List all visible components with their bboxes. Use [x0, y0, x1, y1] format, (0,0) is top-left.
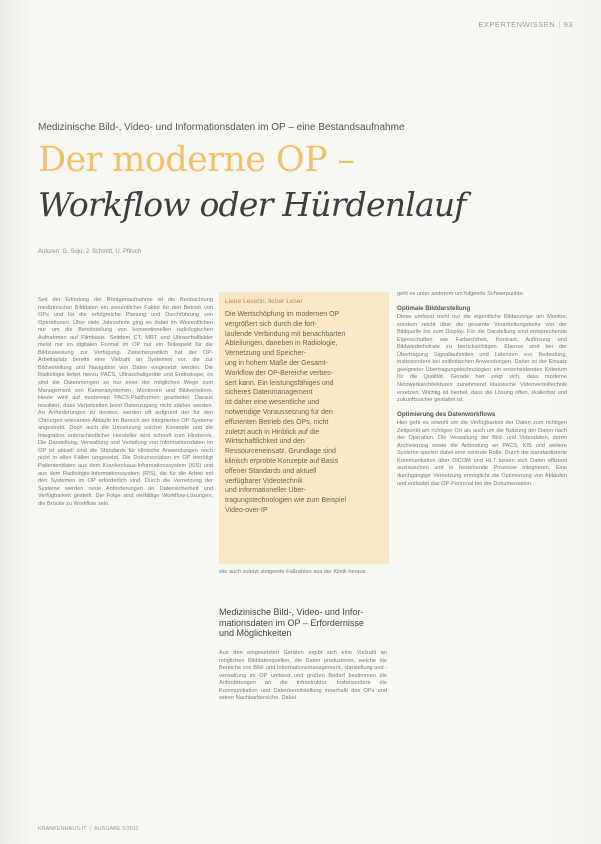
intro-callout-box [219, 292, 389, 564]
callout-line: Die Wertschöpfung im modernen OP [225, 311, 340, 318]
callout-line: vergrößert sich durch die fort- [225, 320, 317, 328]
callout-line: und informationeller Über- [225, 487, 306, 495]
callout-line: Vernetzung und Speicher- [225, 350, 306, 358]
callout-line: effizienten Betrieb des OPs, nicht [225, 418, 329, 426]
header-separator: | [558, 20, 561, 29]
footer-issue: AUSGABE 5/2011 [94, 826, 139, 832]
footer-publication: KRANKENHAUS-IT [38, 826, 87, 832]
callout-line: Video-over-IP [225, 506, 268, 514]
column-subheading: Optimierung des Datenworkflows [397, 410, 496, 418]
callout-text [225, 310, 383, 516]
callout-line: Wirtschaftlichkeit und den [225, 438, 305, 446]
article-title-line1: Der moderne OP – [38, 140, 355, 180]
callout-line: Workflow der OP-Bereiche verbes- [225, 369, 334, 377]
article-title-line2: Workflow oder Hürdenlauf [38, 185, 466, 224]
callout-line: sert kann. Ein leistungsfähiges und [225, 379, 334, 387]
callout-line: verfügbarer Videotechnik [225, 477, 303, 485]
subheading-line: und Möglichkeiten [219, 628, 292, 638]
callout-heading: Liebe Leserin, lieber Leser [225, 298, 303, 305]
subheading-line: mationsdaten im OP – Erfordernisse [219, 617, 364, 628]
callout-line: notwendige Voraussetzung für den [225, 408, 333, 416]
callout-line: tragungstechnologien wie zum Beispiel [225, 497, 347, 505]
section-label: EXPERTENWISSEN [478, 20, 556, 29]
body-column-3 [397, 291, 567, 814]
callout-line: klinisch erprobte Konzepte auf Basis [225, 457, 339, 465]
page-footer [38, 826, 139, 832]
body-paragraph: Hier geht es sowohl um die Verfügbarkeit der Daten zum richtigen Zeitpunkt am richtigen Ort als auch um die Nutzung der Daten nach der Operation. Die Verwaltung der Bild- und Videodaten, deren Archivierung sowie die Anbindung an PACS, KIS und weitere Systeme spielen dabei eine zentrale Rolle. Durch die standardisierte Kommunikation über DICOM und HL7 lassen sich Daten effizient austauschen und in bestehende Prozesse integrieren. Eine durchgängige Vernetzung ermöglicht die Optimierung von Abläufen und entlastet das OP-Personal bei der Dokumentation. [397, 420, 567, 487]
body-column-1 [38, 297, 213, 810]
callout-line: sicheres Datenmanagement [225, 389, 313, 397]
callout-line: offener Standards und aktuell [225, 467, 317, 475]
body-paragraph: Aus den eingesetzten Geräten ergibt sich eine Vielzahl an möglichen Bilddatenquellen, die Daten produzieren, welche die Bereiche von Bild- und Informationsmanagement, -darstellung und -verwaltung im OP umfasst und großen Bedarf bestimmen die Anforderungen an die Infrastruktur. Insbesondere die Kommunikation und Datenbereitstellung innerhalb des OPs und seiner Nachbarbereiche. Dabei [219, 650, 387, 702]
callout-line: laufende Verbindung mit benachbarten [225, 330, 346, 338]
footer-separator: | [89, 826, 92, 832]
subheading-line: Medizinische Bild-, Video- und Infor- [219, 607, 364, 617]
callout-line: zuletzt auch in Hinblick auf die [225, 428, 320, 436]
running-header [478, 20, 573, 29]
body-paragraph: Diese umfasst nicht nur die eigentliche Bildanzeige am Monitor, sondern reicht über die gesamte Verarbeitungskette von der Bildquelle bis zum Display. Für die Darstellung sind entsprechende Eigenschaften wie Farbechtheit, Kontrast, Auflösung und Bildwiederholrate zu berücksichtigen. Ebenso sind bei der Übertragung Signallaufzeiten und Latenzen von Bedeutung, insbesondere bei zeitkritischen Anwendungen. Daher ist der Einsatz geeigneter Übertragungstechnologien ein entscheidendes Kriterium für die Qualität. Gerade hier zeigt sich, dass moderne Netzwerkarchitekturen zunehmend klassische Videoverteiltechnik ersetzen. Wichtig ist hierbei, dass die Lösung offen, skalierbar und zukunftssicher gestaltet ist. [397, 314, 567, 404]
callout-line: ist daher eine wesentliche und [225, 399, 320, 407]
column-2-lead-text: wie auch zuletzt steigende Fallzahlen aus der Klinik heraus. [219, 569, 368, 575]
callout-line: Abteilungen, daneben in Radiologie, [225, 340, 338, 348]
article-kicker: Medizinische Bild-, Video- und Informationsdaten im OP – eine Bestandsaufnahme [38, 122, 405, 133]
body-column-2 [219, 650, 387, 814]
callout-line: Ressourceneinsatz. Grundlage sind [225, 448, 336, 456]
column-subheading: Optimale Bilddarstellung [397, 304, 471, 312]
body-paragraph: Seit der Erfindung der Röntgenaufnahme ist die Beobachtung medizinischer Bilddaten ein wesentlicher Faktor für den Betrieb von OPs und für die erfolgreiche Planung und Durchführung von Operationen. Über viele Jahrzehnte ging es dabei im Wesentlichen nur um die Bereitstellung von konventionellen radiologischen Aufnahmen auf Filmbasis. Seitdem CT, MRT und Ultraschallbilder meist nur im digitalen Format im OP nur ein Teilaspekt für die Bildzuweisung zur Verfügung. Zwischenzeitlich hat der OP-Arbeitsplatz bereits eine Vielzahl an Systemen vor, die zur Bildverteilung und Navigation von Daten eingesetzt werden. Die Radiologie liefert hierzu PACS, Ultraschallgeräte und Endoskope; es sind die Datenmengen so nur einer der möglichen Wege zum Management von Kamerasystemen, Monitoren und Bildverteilern. Heute wird auf modernen PACS-Plattformen gearbeitet. Daraus resultiert, dass Verteilzeiten beim Datenzugang nicht stärker werden. An Anforderungen zu denken, werden oft aufgrund der für den Chirurgen relevanten Abläufe im Bereich der integrierten OP-Systeme angestrebt. Doch auch die Umsetzung solcher Konzepte und die Integration unterschiedlicher Hersteller wird schnell zum Hindernis. Die Darstellung, Verwaltung und Verteilung von Informationsdaten im OP ist aktuell sind die Standards für klinische Anwendungen noch nicht in allen Fällen umgesetzt. Die Dokumentation im OP benötigt Patientendaten aus dem Krankenhaus-Informationssystem (KIS) und aus dem Radiologie-Informationssystem (RIS), die für die Arbeit mit den Systemen im OP erforderlich sind. Durch die Vernetzung der Systeme werden neue Anforderungen an Datensicherheit und Verfügbarkeit gestellt. Die Folge sind vielfältige Workflow-Lösungen, die Brücke zu Workflow sein. [38, 297, 213, 507]
article-authors: Autoren: G. Sojo, J. Schmitt, U. Pfitsch [38, 249, 142, 255]
callout-line: ung in hohem Maße der Gesamt- [225, 359, 329, 367]
page-number: 93 [563, 20, 573, 29]
section-subheading [219, 607, 384, 639]
body-paragraph: geht es unter anderem um folgende Schwerpunkte: [397, 291, 525, 297]
